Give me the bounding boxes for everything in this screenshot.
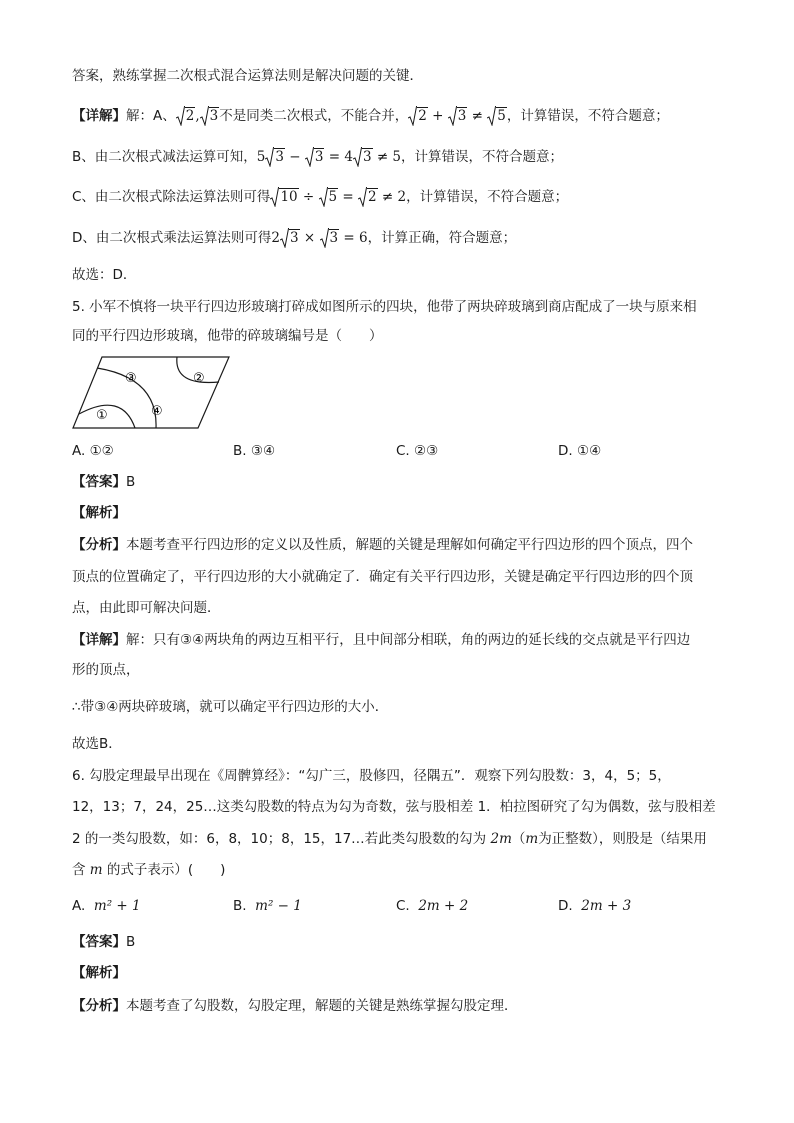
text-line: 答案，熟练掌握二次根式混合运算法则是解决问题的关键． bbox=[72, 68, 423, 84]
answer-tag: 【答案】 bbox=[72, 474, 126, 490]
analysis-tag: 【分析】 bbox=[72, 537, 126, 553]
option-d: D. 2m + 3 bbox=[558, 898, 632, 914]
option-a: A. ①② bbox=[72, 443, 114, 459]
text-fragment: C、由二次根式除法运算法则可得 bbox=[72, 189, 271, 205]
analysis-line: 【分析】本题考查平行四边形的定义以及性质，解题的关键是理解如何确定平行四边形的四个顶点，四个 bbox=[72, 537, 693, 553]
question-6-text: 6. 勾股定理最早出现在《周髀算经》：“勾广三，股修四，径隅五”．观察下列勾股数：3，4，5；5， bbox=[72, 768, 671, 784]
text-fragment: ，计算错误，不符合题意； bbox=[406, 189, 569, 205]
answer-line bbox=[72, 932, 135, 952]
detail-line: ∴带③④两块碎玻璃，就可以确定平行四边形的大小． bbox=[72, 699, 389, 715]
analysis-heading: 【解析】 bbox=[72, 965, 126, 981]
math-expr: 2 + 3 ≠ 5 bbox=[408, 108, 507, 124]
detail-line-c bbox=[72, 187, 568, 207]
detail-line-a bbox=[72, 106, 669, 126]
question-6-text: 12，13；7，24，25…这类勾股数的特点为勾为奇数，弦与股相差 1．柏拉图研究了勾为偶数，弦与股相差 bbox=[72, 799, 716, 815]
piece-label-2: ② bbox=[193, 371, 205, 386]
detail-line: 形的顶点， bbox=[72, 662, 140, 678]
option-c: C. 2m + 2 bbox=[396, 898, 469, 914]
math-expr: 2 3 × 3 = 6 bbox=[271, 230, 368, 246]
answer-tag: 【答案】 bbox=[72, 934, 126, 950]
question-6-text: 2 的一类勾股数，如：6，8，10；8，15，17…若此类勾股数的勾为 2m（m为正整数），则股是（结果用 bbox=[72, 831, 707, 847]
text-fragment: ，计算正确，符合题意； bbox=[367, 230, 517, 246]
text-fragment: 解：A、 bbox=[126, 108, 176, 124]
option-b: B. ③④ bbox=[233, 443, 276, 459]
parallelogram-figure bbox=[72, 356, 232, 432]
analysis-line: 顶点的位置确定了，平行四边形的大小就确定了．确定有关平行四边形，关键是确定平行四边形的四个顶 bbox=[72, 569, 693, 585]
choice-line: 故选B． bbox=[72, 736, 122, 752]
piece-label-1: ① bbox=[96, 408, 108, 423]
question-5-text: 同的平行四边形玻璃，他带的碎玻璃编号是（ ） bbox=[72, 328, 383, 344]
math-expr: 10 ÷ 5 = 2 ≠ 2 bbox=[270, 189, 406, 205]
text-fragment: 不是同类二次根式，不能合并， bbox=[219, 108, 409, 124]
text-fragment: ，计算错误，不符合题意； bbox=[401, 149, 564, 165]
answer-line bbox=[72, 472, 135, 492]
question-6-text: 含 m 的式子表示）( ) bbox=[72, 862, 226, 878]
option-d: D. ①④ bbox=[558, 443, 602, 459]
text-fragment: ，计算错误，不符合题意； bbox=[506, 108, 669, 124]
analysis-tag: 【分析】 bbox=[72, 998, 126, 1014]
detail-tag: 【详解】 bbox=[72, 108, 126, 124]
choice-line: 故选：D． bbox=[72, 267, 137, 283]
analysis-heading: 【解析】 bbox=[72, 505, 126, 521]
math-expr: 2, 3 bbox=[176, 108, 219, 124]
option-b: B. m² − 1 bbox=[233, 898, 302, 914]
detail-line: 【详解】解：只有③④两块角的两边互相平行，且中间部分相联，角的两边的延长线的交点就是平行四边 bbox=[72, 632, 691, 648]
detail-line-b bbox=[72, 147, 563, 167]
piece-label-4: ④ bbox=[151, 404, 163, 419]
answer-value: B bbox=[126, 934, 136, 950]
option-c: C. ②③ bbox=[396, 443, 439, 459]
analysis-line: 【分析】本题考查了勾股数，勾股定理，解题的关键是熟练掌握勾股定理． bbox=[72, 998, 518, 1014]
text-fragment: B、由二次根式减法运算可知， bbox=[72, 149, 257, 165]
answer-value: B bbox=[126, 474, 136, 490]
analysis-line: 点，由此即可解决问题． bbox=[72, 600, 221, 616]
detail-line-d bbox=[72, 228, 516, 248]
piece-label-3: ③ bbox=[125, 371, 137, 386]
text-fragment: D、由二次根式乘法运算法则可得 bbox=[72, 230, 272, 246]
question-5-text: 5. 小军不慎将一块平行四边形玻璃打碎成如图所示的四块，他带了两块碎玻璃到商店配成了一块与原来相 bbox=[72, 299, 697, 315]
math-expr: 5 3 − 3 = 4 3 ≠ 5 bbox=[256, 149, 402, 165]
option-a: A. m² + 1 bbox=[72, 898, 141, 914]
detail-tag: 【详解】 bbox=[72, 632, 126, 648]
